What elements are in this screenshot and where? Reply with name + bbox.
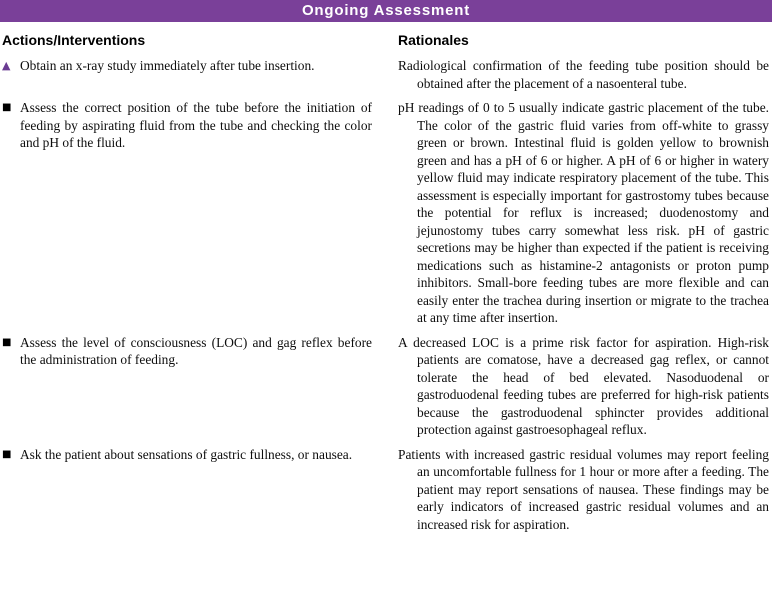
triangle-bullet-icon: ▲ bbox=[2, 59, 11, 72]
table-row-2-action bbox=[2, 99, 372, 327]
square-bullet-icon: ■ bbox=[2, 102, 12, 113]
table-row-4-action bbox=[2, 446, 372, 534]
table-row-3-action bbox=[2, 334, 372, 439]
column-header-actions: Actions/Interventions bbox=[2, 32, 146, 48]
section-title-bar bbox=[0, 0, 772, 22]
action-text: Ask the patient about sensations of gastric fullness, or nausea. bbox=[20, 446, 353, 462]
square-bullet-icon: ■ bbox=[2, 336, 12, 348]
square-bullet-icon: ■ bbox=[2, 448, 12, 460]
assessment-table bbox=[0, 57, 772, 539]
table-row-3-rationale: A decreased LOC is a prime risk factor for aspiration. High-risk patients are comatose, have a decreased gag reflex, or cannot tolerate the head of bed elevated. Nasoduodenal or gastroduodenal feeding tubes are preferred for high-risk patients because the gastroduodenal sphincter provides additional protection against gastroesophageal reflux. bbox=[398, 334, 769, 437]
table-row-2-rationale: pH readings of 0 to 5 usually indicate gastric placement of the tube. The color of the gastric fluid varies from off-white to grassy green or brown. Intestinal fluid is golden yellow to brownish green and has a pH of 6 or higher. A pH of 6 or higher in watery yellow fluid may indicate respiratory placement of the tube. This assessment is especially important for gastrostomy tubes because the potential for reflux is increased; duodenostomy and jejunostomy tubes carry somewhat less risk. pH of gastric secretions may be higher than expected if the patient is receiving medications such as histamine-2 antagonists or proton pump inhibitors. Small-bore feeding tubes are more flexible and can easily enter the trachea during insertion or migrate to the trachea at any time after insertion. bbox=[398, 100, 769, 325]
action-text: Assess the correct position of the tube before the initiation of feeding by aspirating fluid from the tube and checking the color and pH of the fluid. bbox=[20, 100, 372, 150]
action-text: Assess the level of consciousness (LOC) and gag reflex before the administration of feeding. bbox=[20, 334, 372, 367]
page-title: Ongoing Assessment bbox=[301, 2, 471, 19]
table-row-1-rationale: Radiological confirmation of the feeding tube position should be obtained after the placement of a nasoenteral tube. bbox=[398, 58, 769, 91]
column-header-rationales: Rationales bbox=[398, 32, 469, 48]
action-text: Obtain an x-ray study immediately after tube insertion. bbox=[20, 58, 315, 73]
table-row-1-action bbox=[2, 57, 372, 92]
column-headers bbox=[0, 22, 772, 57]
table-row-4-rationale: Patients with increased gastric residual volumes may report feeling an uncomfortable fullness for 1 hour or more after a feeding. The patient may report sensations of nausea. These findings may be early indicators of increased gastric residual volumes and an increased risk for aspiration. bbox=[398, 446, 769, 532]
